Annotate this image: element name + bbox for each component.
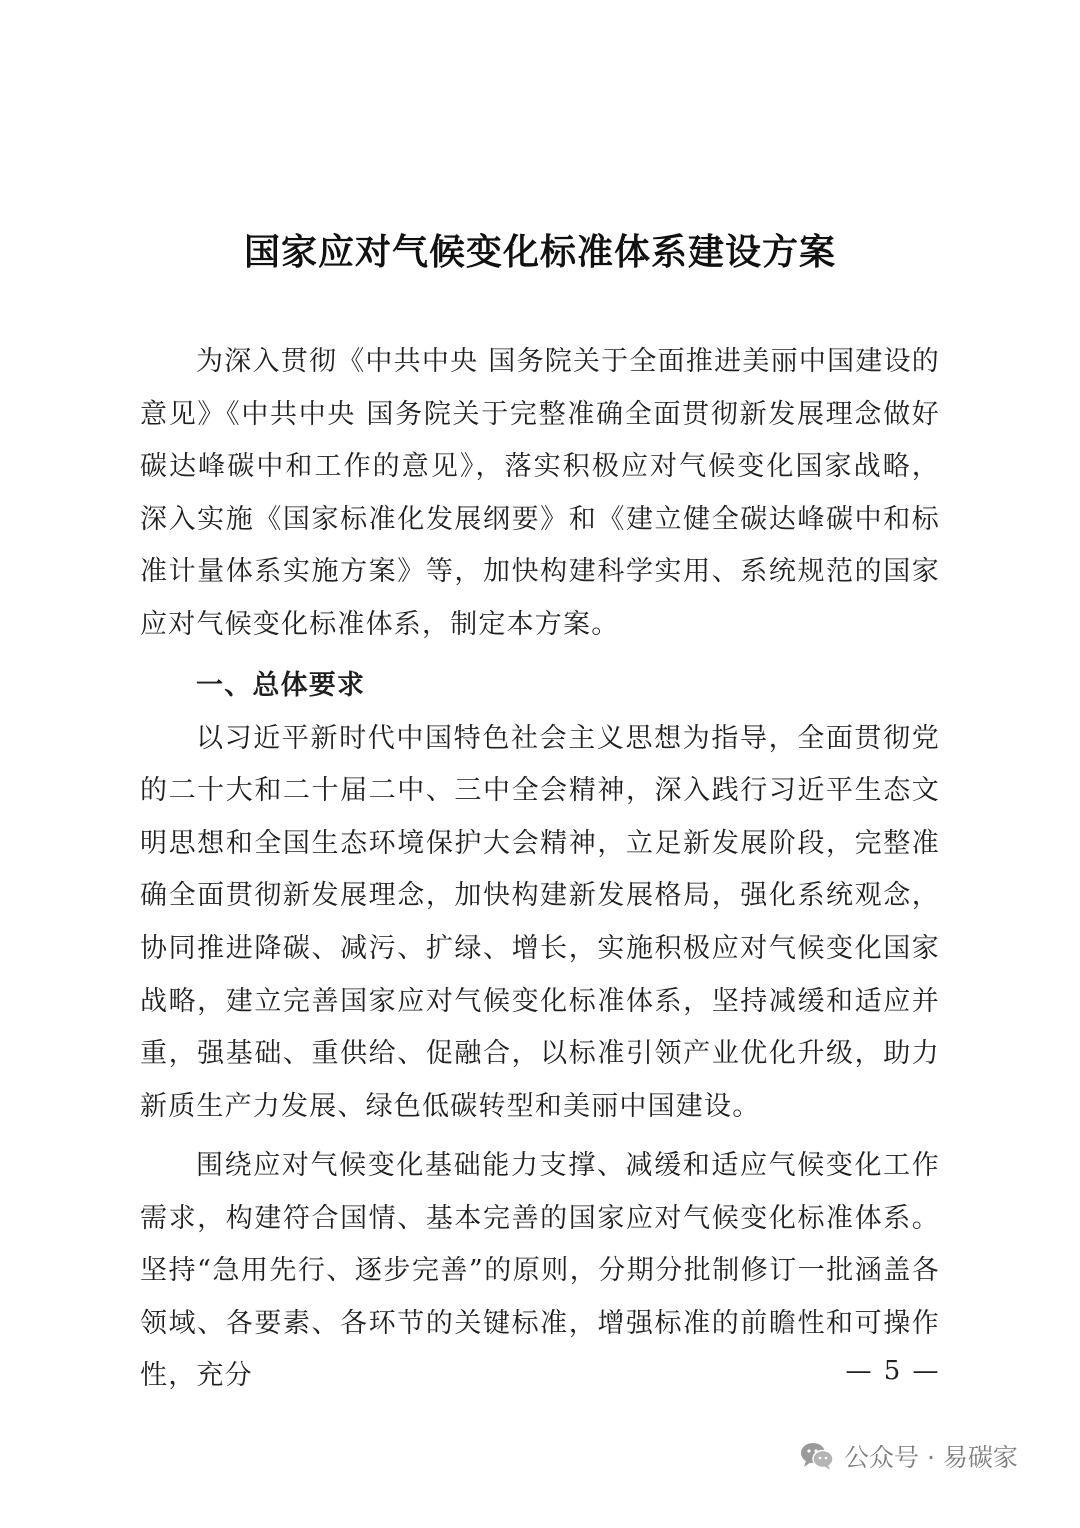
section-heading: 一、总体要求 xyxy=(196,670,366,701)
body-block-intro xyxy=(140,336,940,652)
page-number: — 5 — xyxy=(845,1356,941,1386)
wechat-watermark xyxy=(800,1436,1018,1476)
document-title: 国家应对气候变化标准体系建设方案 xyxy=(243,231,836,273)
paragraph-guiding: 以习近平新时代中国特色社会主义思想为指导，全面贯彻党的二十大和二十届二中、三中全会精神，深入践行习近平生态文明思想和全国生态环境保护大会精神，立足新发展阶段，完整准确全面贯彻新发展理念，加快构建新发展格局，强化系统观念，协同推进降碳、减污、扩绿、增长，实施积极应对气候变化国家战略，建立完善国家应对气候变化标准体系，坚持减缓和适应并重，强基础、重供给、促融合，以标准引领产业优化升级，助力新质生产力发展、绿色低碳转型和美丽中国建设。 xyxy=(140,722,940,1122)
body-block-goals xyxy=(140,1140,940,1403)
watermark-text: 公众号 · 易碳家 xyxy=(844,1443,1018,1472)
paragraph-intro: 为深入贯彻《中共中央 国务院关于全面推进美丽中国建设的意见》《中共中央 国务院关于完整准确全面贯彻新发展理念做好碳达峰碳中和工作的意见》，落实积极应对气候变化国家战略，深入实施《国家标准化发展纲要》和《建立健全碳达峰碳中和标准计量体系实施方案》等，加快构建科学实用、系统规范的国家应对气候变化标准体系，制定本方案。 xyxy=(140,346,940,640)
paragraph-goals: 围绕应对气候变化基础能力支撑、减缓和适应气候变化工作需求，构建符合国情、基本完善的国家应对气候变化标准体系。坚持“急用先行、逐步完善”的原则，分期分批制修订一批涵盖各领域、各要素、各环节的关键标准，增强标准的前瞻性和可操作性，充分 xyxy=(140,1150,940,1392)
body-block-section-one xyxy=(140,660,940,1133)
wechat-icon xyxy=(800,1441,834,1471)
